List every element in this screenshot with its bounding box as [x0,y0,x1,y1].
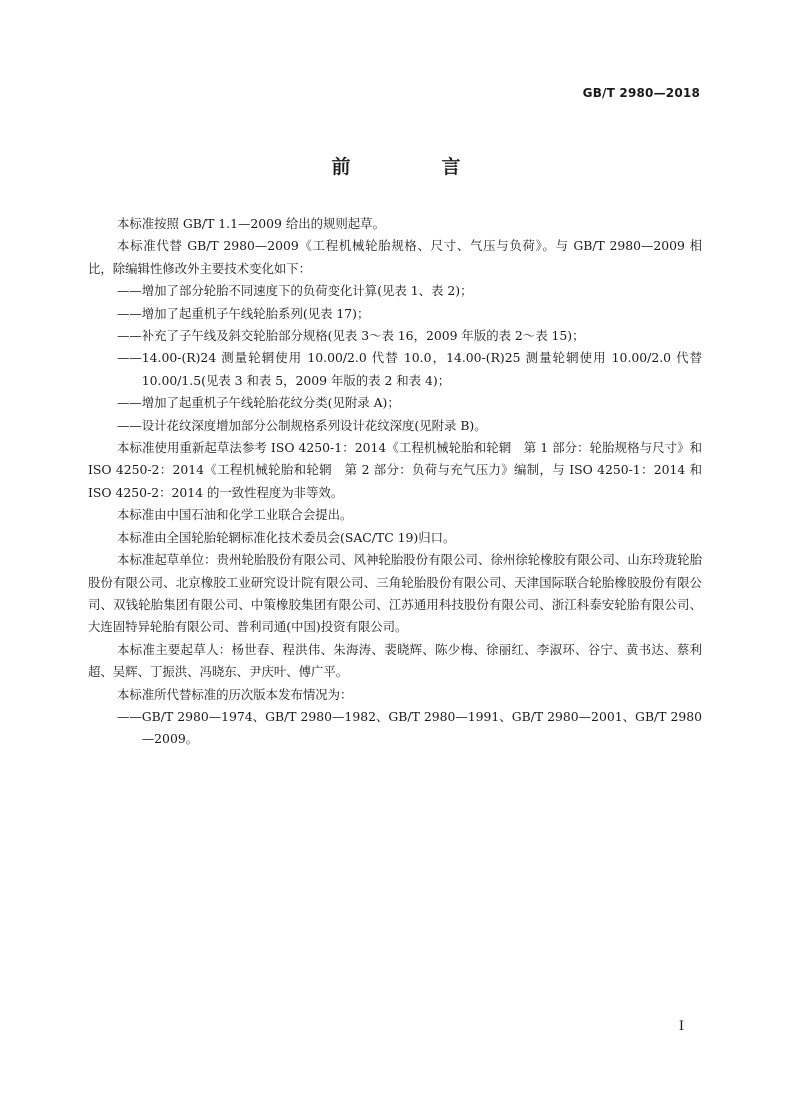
change-item-text: 补充了子午线及斜交轮胎部分规格(见表 3～表 16，2009 年版的表 2～表 15)； [141,328,585,344]
change-item-text: 增加了起重机子午线轮胎系列(见表 17)； [141,305,370,321]
page-number: I [678,1019,684,1034]
dash-marker: —— [117,328,142,344]
change-item-text: 增加了部分轮胎不同速度下的负荷变化计算(见表 1、表 2)； [141,283,473,299]
history-item [88,706,702,751]
change-item [88,347,702,392]
paragraph-history-intro: 本标准所代替标准的历次版本发布情况为： [117,686,353,702]
dash-marker: —— [117,305,142,321]
change-item [88,415,702,437]
paragraph-drafting-units: 本标准起草单位：贵州轮胎股份有限公司、风神轮胎股份有限公司、徐州徐轮橡胶有限公司、山东玲珑轮胎股份有限公司、北京橡胶工业研究设计院有限公司、三角轮胎股份有限公司、天津国际联合轮胎橡胶股份有限公司、双钱轮胎集团有限公司、中策橡胶集团有限公司、江苏通用科技股份有限公司、浙江科泰安轮胎有限公司、大连固特异轮胎有限公司、普利司通(中国)投资有限公司。 [88,552,702,635]
paragraph-drafting-rules: 本标准按照 GB/T 1.1—2009 给出的规则起草。 [117,216,385,231]
dash-marker: —— [117,350,142,366]
change-item-text: 增加了起重机子午线轮胎花纹分类(见附录 A)； [141,395,400,411]
dash-marker: —— [117,283,142,299]
change-item [88,280,702,302]
paragraph-replaces: 本标准代替 GB/T 2980—2009《工程机械轮胎规格、尺寸、气压与负荷》。与 GB/T 2980—2009 相比，除编辑性修改外主要技术变化如下： [88,238,702,276]
paragraph-drafters: 本标准主要起草人：杨世春、程洪伟、朱海涛、裴晓辉、陈少梅、徐丽红、李淑环、谷宁、黄书达、蔡利超、吴辉、丁振洪、冯晓东、尹庆叶、傅广平。 [88,641,702,680]
change-item [88,325,702,347]
page-title: 前 言 [331,156,497,178]
change-item-text: 14.00-(R)24 测量轮辋使用 10.00/2.0 代替 10.0，14.00-(R)25 测量轮辋使用 10.00/2.0 代替 10.00/1.5(见表 3 和表 5，2009 年版的表 2 和表 4)； [141,350,702,388]
dash-marker: —— [117,417,142,433]
paragraph-administered-by: 本标准由全国轮胎轮辋标准化技术委员会(SAC/TC 19)归口。 [117,529,456,545]
dash-marker: —— [117,395,142,411]
document-body [88,213,702,751]
standard-code: GB/T 2980—2018 [582,86,700,100]
dash-marker: —— [117,708,142,724]
paragraph-proposed-by: 本标准由中国石油和化学工业联合会提出。 [117,507,353,523]
history-text: GB/T 2980—1974、GB/T 2980—1982、GB/T 2980—1991、GB/T 2980—2001、GB/T 2980—2009。 [141,708,702,747]
change-item [88,392,702,414]
change-item-text: 设计花纹深度增加部分公制规格系列设计花纹深度(见附录 B)。 [141,417,487,433]
change-item [88,303,702,325]
paragraph-iso-reference: 本标准使用重新起草法参考 ISO 4250-1：2014《工程机械轮胎和轮辋 第 1 部分：轮胎规格与尺寸》和 ISO 4250-2：2014《工程机械轮胎和轮辋 第 2 部分：负荷与充气压力》编制，与 ISO 4250-1：2014 和 ISO 4250-2：2014 的一致性程度为非等效。 [88,440,702,500]
